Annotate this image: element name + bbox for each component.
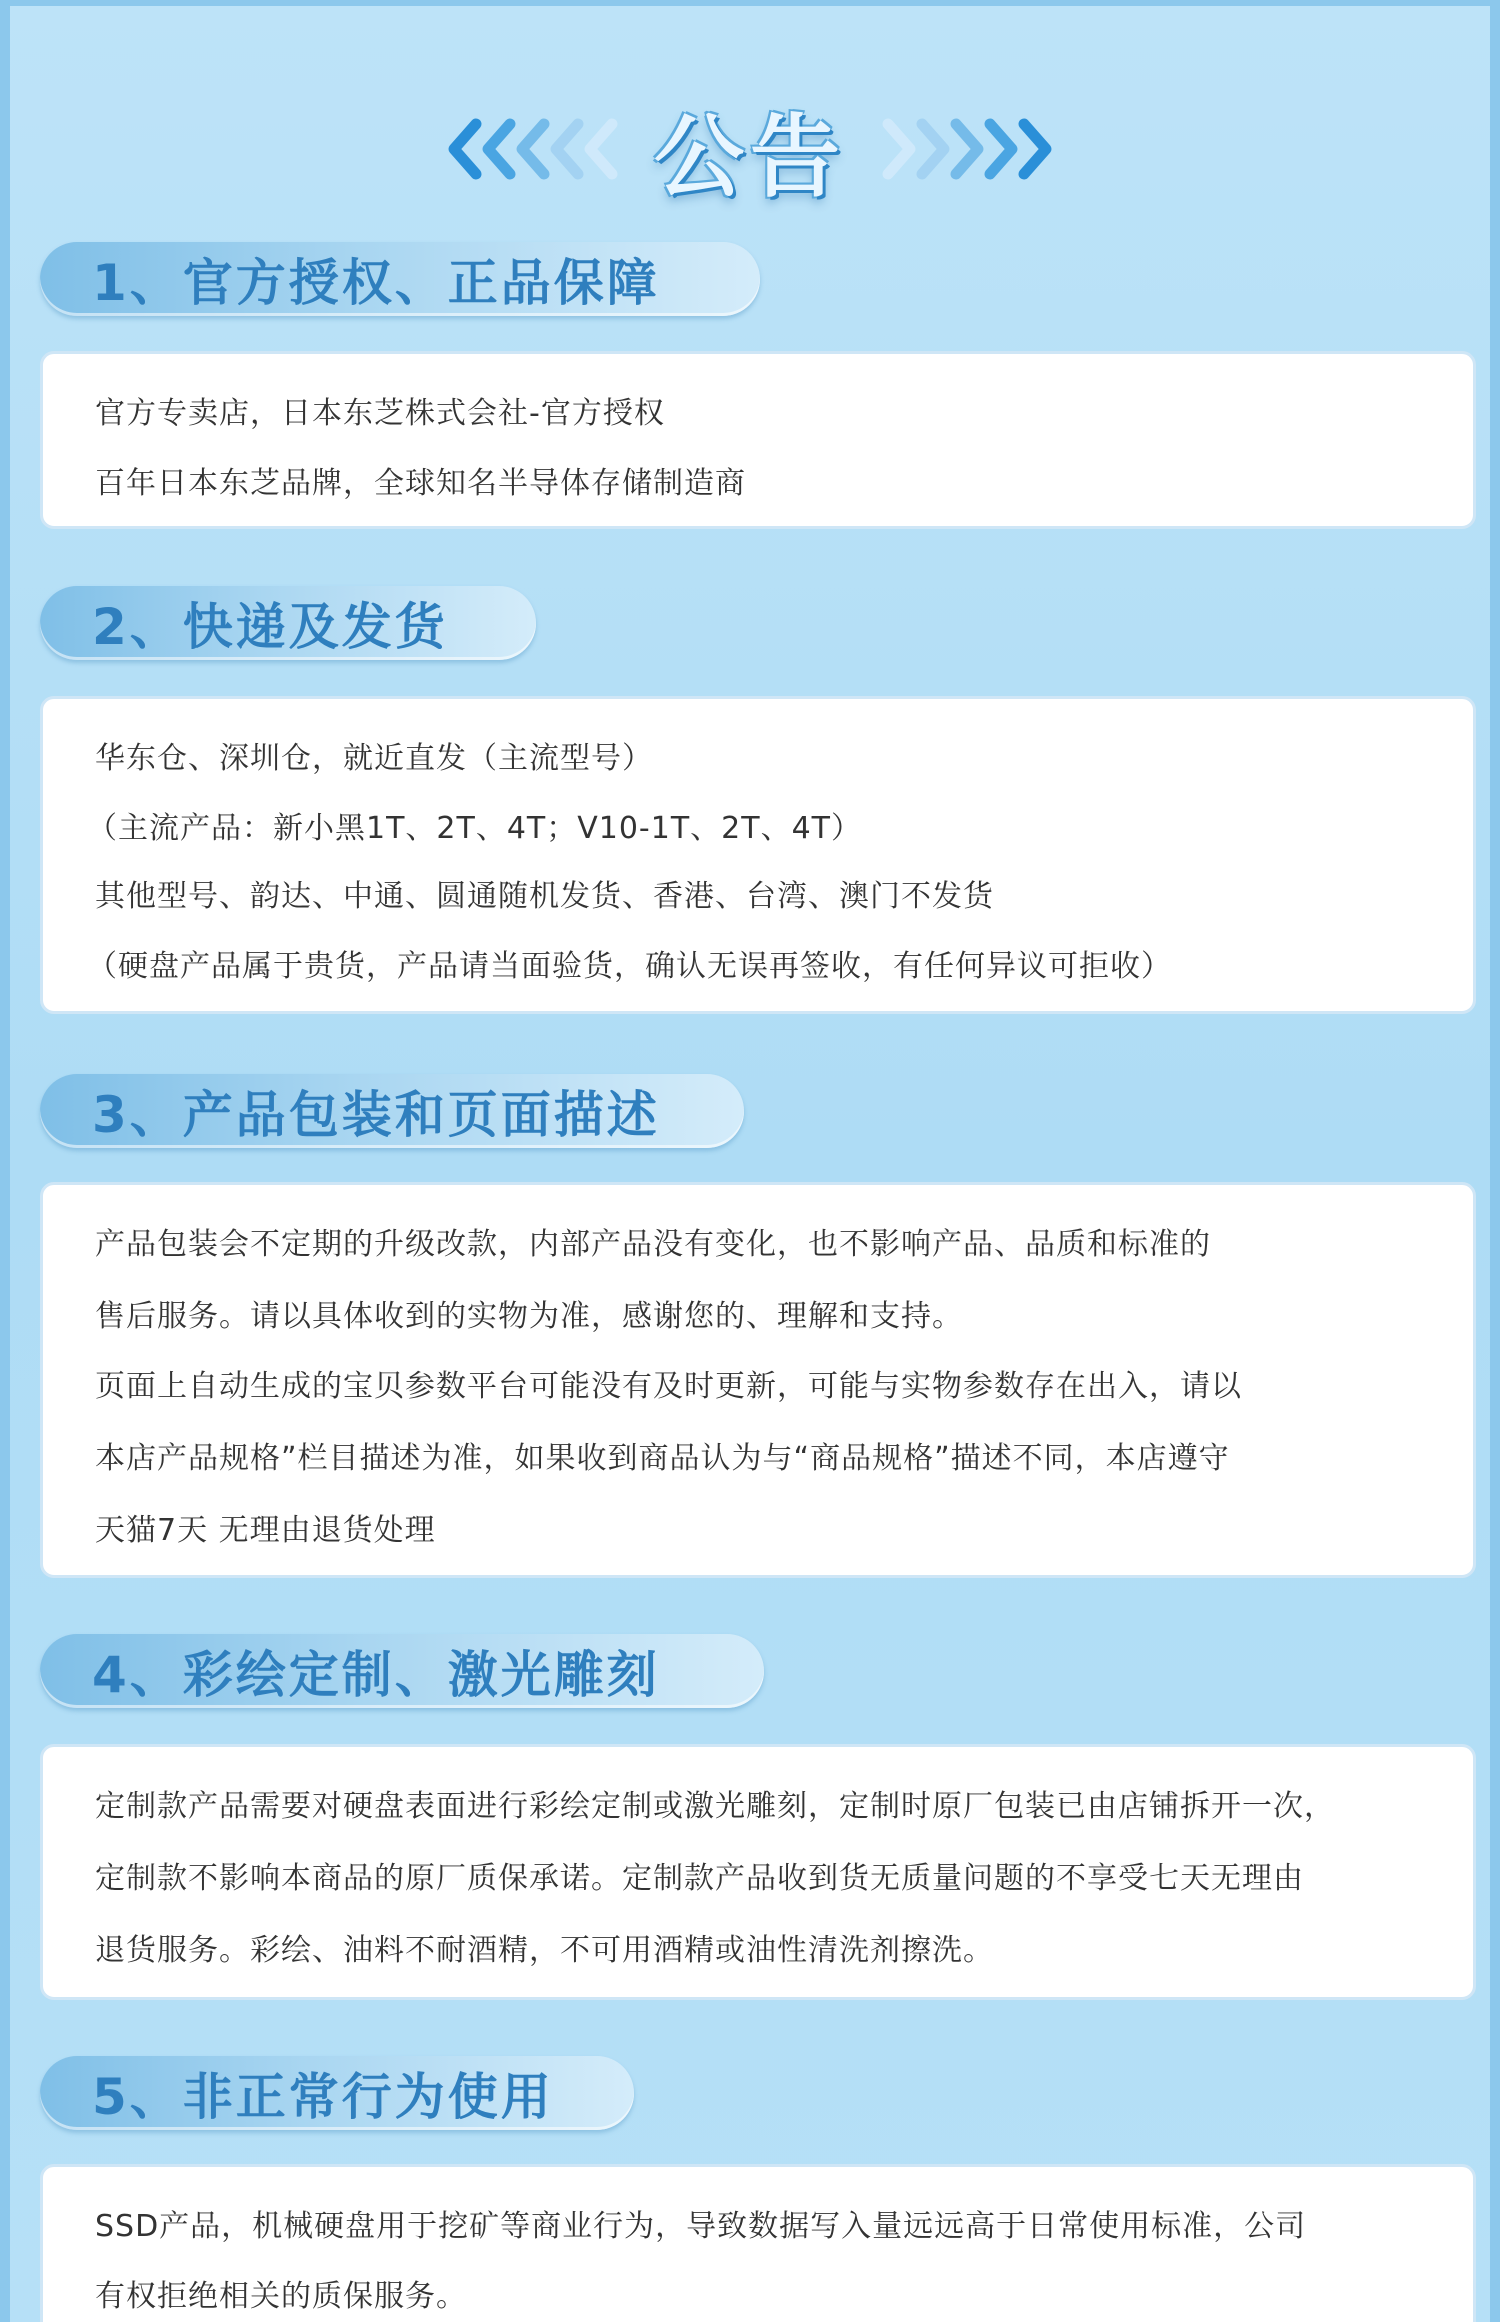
section-5-line-2: 有权拒绝相关的质保服务。	[95, 2279, 467, 2314]
section-3-line-3: 页面上自动生成的宝贝参数平台可能没有及时更新，可能与实物参数存在出入，请以	[95, 1369, 1242, 1404]
section-heading-1	[40, 242, 760, 316]
section-box-5	[40, 2164, 1476, 2322]
section-heading-5-text: 5、非正常行为使用	[92, 2068, 554, 2126]
chevron-right-icon	[874, 109, 1054, 189]
section-1-line-2: 百年日本东芝品牌，全球知名半导体存储制造商	[95, 466, 746, 501]
section-2-line-1: 华东仓、深圳仓，就近直发（主流型号）	[95, 741, 653, 776]
chevron-left-icon	[446, 109, 626, 189]
section-1-line-1: 官方专卖店，日本东芝株式会社-官方授权	[95, 396, 665, 431]
announcement-title-row	[10, 84, 1490, 214]
section-heading-3	[40, 1074, 744, 1148]
section-3-line-1: 产品包装会不定期的升级改款，内部产品没有变化，也不影响产品、品质和标准的	[95, 1227, 1211, 1262]
section-heading-2-text: 2、快递及发货	[92, 598, 448, 656]
section-heading-3-text: 3、产品包装和页面描述	[92, 1086, 660, 1144]
section-2-line-2: （主流产品：新小黑1T、2T、4T；V10-1T、2T、4T）	[87, 811, 862, 846]
section-4-line-1: 定制款产品需要对硬盘表面进行彩绘定制或激光雕刻，定制时原厂包装已由店铺拆开一次，	[95, 1789, 1335, 1824]
section-box-1	[40, 351, 1476, 529]
section-heading-4	[40, 1634, 764, 1708]
section-4-line-2: 定制款不影响本商品的原厂质保承诺。定制款产品收到货无质量问题的不享受七天无理由	[95, 1861, 1304, 1896]
section-box-3	[40, 1182, 1476, 1578]
section-box-4	[40, 1744, 1476, 2000]
section-heading-2	[40, 586, 536, 660]
section-5-line-1: SSD产品，机械硬盘用于挖矿等商业行为，导致数据写入量远远高于日常使用标准，公司	[95, 2209, 1307, 2244]
section-heading-5	[40, 2056, 634, 2130]
section-3-line-4: 本店产品规格”栏目描述为准，如果收到商品认为与“商品规格”描述不同，本店遵守	[95, 1441, 1230, 1476]
section-heading-1-text: 1、官方授权、正品保障	[92, 254, 660, 312]
section-4-line-3: 退货服务。彩绘、油料不耐酒精，不可用酒精或油性清洗剂擦洗。	[95, 1933, 994, 1968]
section-3-line-2: 售后服务。请以具体收到的实物为准，感谢您的、理解和支持。	[95, 1299, 963, 1334]
page-title: 公告	[654, 105, 846, 210]
section-3-line-5: 天猫7天 无理由退货处理	[95, 1513, 436, 1548]
section-2-line-3: 其他型号、韵达、中通、圆通随机发货、香港、台湾、澳门不发货	[95, 879, 994, 914]
section-2-line-4: （硬盘产品属于贵货，产品请当面验货，确认无误再签收，有任何异议可拒收）	[87, 949, 1172, 984]
section-heading-4-text: 4、彩绘定制、激光雕刻	[92, 1646, 660, 1704]
section-box-2	[40, 696, 1476, 1014]
